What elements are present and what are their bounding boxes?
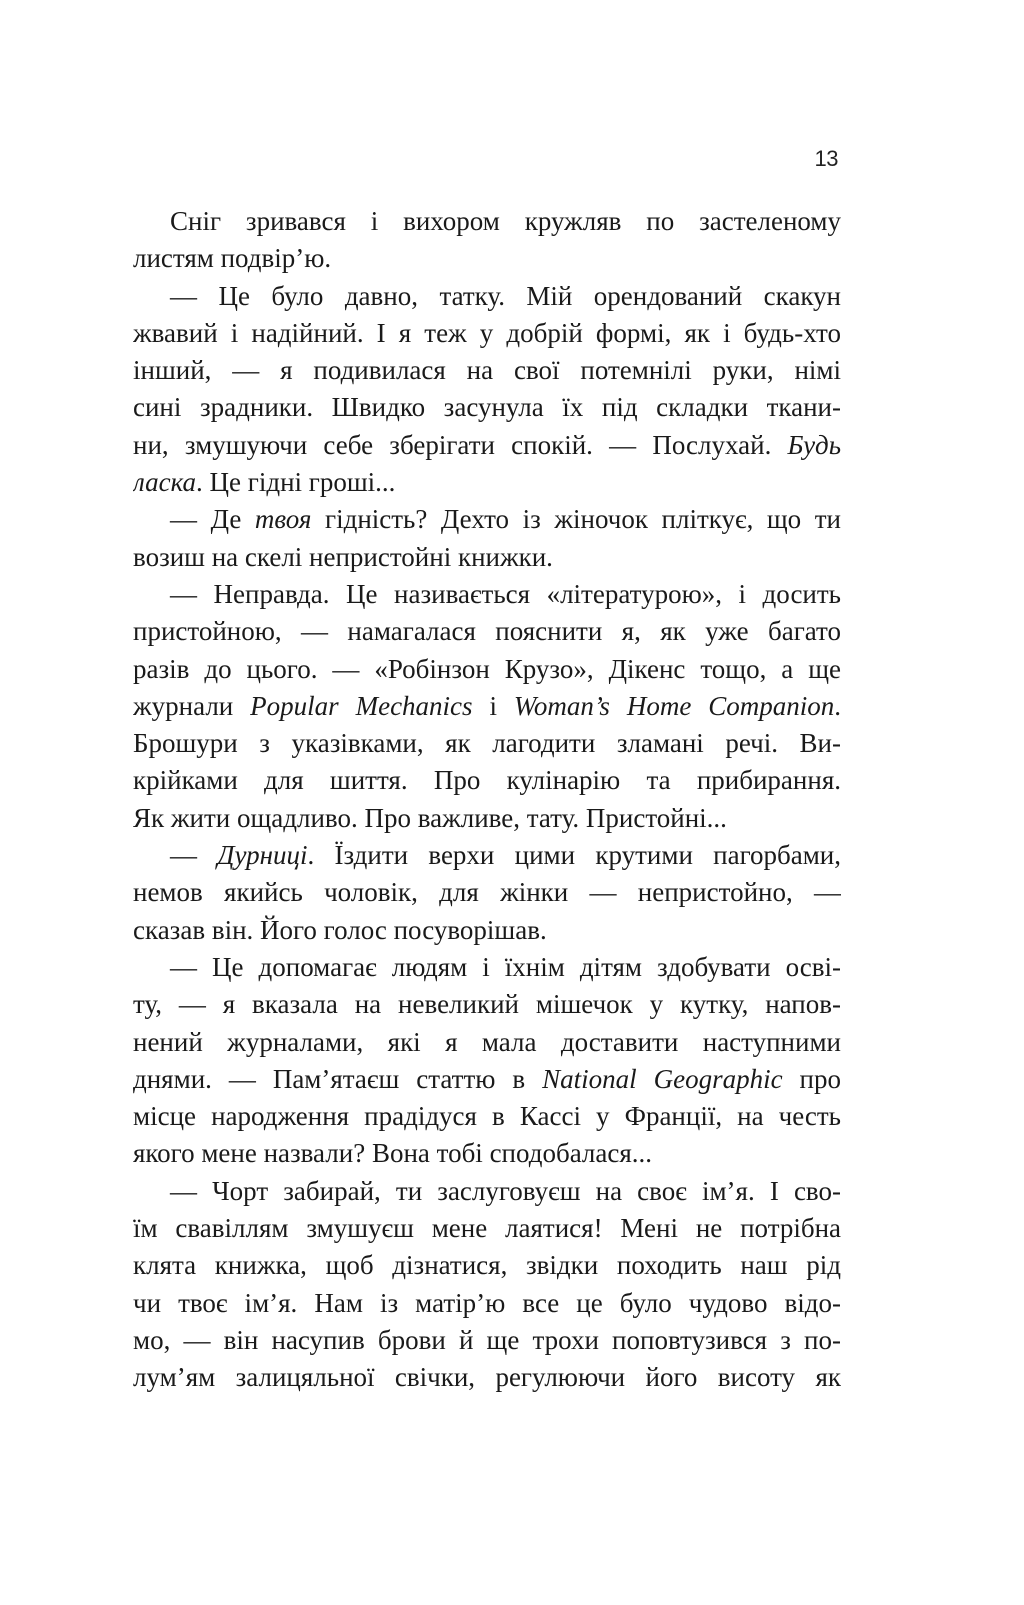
text-segment: — Чорт забирай, ти заслуговуєш на своє ім’я. І сво- bbox=[170, 1175, 841, 1206]
text-line bbox=[133, 1247, 841, 1284]
text-segment: Брошури з указівками, як лагодити зламані речі. Ви- bbox=[133, 728, 841, 759]
italic-text-segment: Popular Mechanics bbox=[250, 690, 473, 721]
text-line bbox=[133, 352, 841, 389]
text-segment: і bbox=[472, 690, 514, 721]
text-segment: — Це допомагає людям і їхнім дітям здобувати осві- bbox=[170, 951, 841, 982]
text-line bbox=[133, 651, 841, 688]
text-line bbox=[133, 1210, 841, 1247]
text-segment: — Це було давно, татку. Мій орендований скакун bbox=[170, 280, 841, 311]
text-line bbox=[133, 1024, 841, 1061]
text-segment: листям подвір’ю. bbox=[133, 243, 332, 274]
text-segment: сказав він. Його голос посуворішав. bbox=[133, 914, 547, 945]
text-segment: пристойною, — намагалася пояснити я, як уже багато bbox=[133, 616, 841, 647]
text-line bbox=[133, 1098, 841, 1135]
body-text bbox=[133, 203, 841, 1397]
text-segment: . Це гідні гроші... bbox=[196, 467, 396, 498]
text-segment: Сніг зривався і вихором кружляв по застеленому bbox=[170, 206, 841, 236]
text-segment: жвавий і надійний. І я теж у добрій формі, як і будь-хто bbox=[133, 317, 841, 348]
text-segment: журнали bbox=[133, 690, 251, 721]
italic-text-segment: Будь bbox=[787, 429, 841, 460]
text-line bbox=[133, 800, 841, 837]
text-segment: їм свавіллям змушуєш мене лаятися! Мені не потрібна bbox=[133, 1213, 841, 1244]
text-line bbox=[133, 1061, 841, 1098]
text-segment: . bbox=[834, 690, 841, 721]
text-segment: днями. — Пам’ятаєш статтю в bbox=[133, 1063, 543, 1094]
italic-text-segment: Дурниці bbox=[217, 840, 308, 871]
text-line bbox=[133, 613, 841, 650]
text-segment: — bbox=[170, 840, 218, 871]
text-line bbox=[133, 203, 841, 240]
text-line bbox=[133, 725, 841, 762]
text-segment: — Неправда. Це називається «літературою», і досить bbox=[170, 578, 841, 609]
text-segment: возиш на скелі непристойні книжки. bbox=[133, 541, 553, 572]
text-line bbox=[133, 762, 841, 799]
text-segment: — Де bbox=[170, 504, 255, 535]
text-segment: Як жити ощадливо. Про важливе, тату. Пристойні... bbox=[133, 802, 727, 833]
text-segment: ту, — я вказала на невеликий мішечок у кутку, напов- bbox=[133, 989, 841, 1020]
text-segment: ни, змушуючи себе зберігати спокій. — Послухай. bbox=[133, 429, 788, 460]
text-line bbox=[133, 1359, 841, 1396]
italic-text-segment: Woman’s Home Companion bbox=[513, 690, 835, 721]
text-line bbox=[133, 1322, 841, 1359]
text-segment: крійками для шиття. Про кулінарію та прибирання. bbox=[133, 765, 841, 796]
text-line bbox=[133, 986, 841, 1023]
text-segment: чи твоє ім’я. Нам із матір’ю все це було чудово відо- bbox=[133, 1287, 841, 1318]
text-line bbox=[133, 501, 841, 538]
text-line bbox=[133, 576, 841, 613]
italic-text-segment: твоя bbox=[254, 504, 312, 535]
text-segment: клята книжка, щоб дізнатися, звідки походить наш рід bbox=[133, 1250, 841, 1281]
text-segment: гідність? Дехто із жіночок пліткує, що ти bbox=[311, 504, 841, 535]
text-segment: лум’ям залицяльної свічки, регулюючи його висоту як bbox=[133, 1362, 841, 1393]
text-line bbox=[133, 874, 841, 911]
text-segment: нений журналами, які я мала доставити наступними bbox=[133, 1026, 841, 1057]
text-line bbox=[133, 912, 841, 949]
text-segment: якого мене назвали? Вона тобі сподобалася... bbox=[133, 1138, 653, 1169]
text-segment: сині зрадники. Швидко засунула їх під складки ткани- bbox=[133, 392, 841, 423]
italic-text-segment: National Geographic bbox=[542, 1063, 783, 1094]
text-line bbox=[133, 688, 841, 725]
text-segment: немов якийсь чоловік, для жінки — непристойно, — bbox=[133, 877, 841, 908]
text-line bbox=[133, 1135, 841, 1172]
page-number: 13 bbox=[814, 146, 838, 171]
text-line bbox=[133, 464, 841, 501]
text-line bbox=[133, 949, 841, 986]
text-line bbox=[133, 837, 841, 874]
text-segment: інший, — я подивилася на свої потемнілі руки, німі bbox=[133, 355, 841, 386]
text-line bbox=[133, 1173, 841, 1210]
italic-text-segment: ласка bbox=[133, 467, 197, 498]
text-line bbox=[133, 427, 841, 464]
text-line bbox=[133, 315, 841, 352]
text-segment: мо, — він насупив брови й ще трохи поповтузився з по- bbox=[133, 1324, 841, 1355]
text-segment: разів до цього. — «Робінзон Крузо», Дікенс тощо, а ще bbox=[133, 653, 841, 684]
text-line bbox=[133, 1285, 841, 1322]
text-line bbox=[133, 389, 841, 426]
text-line bbox=[133, 278, 841, 315]
text-segment: про bbox=[782, 1063, 841, 1094]
text-segment: . Їздити верхи цими крутими пагорбами, bbox=[307, 840, 841, 871]
text-line bbox=[133, 539, 841, 576]
text-line bbox=[133, 240, 841, 277]
text-segment: місце народження прадідуся в Кассі у Франції, на честь bbox=[133, 1101, 841, 1132]
